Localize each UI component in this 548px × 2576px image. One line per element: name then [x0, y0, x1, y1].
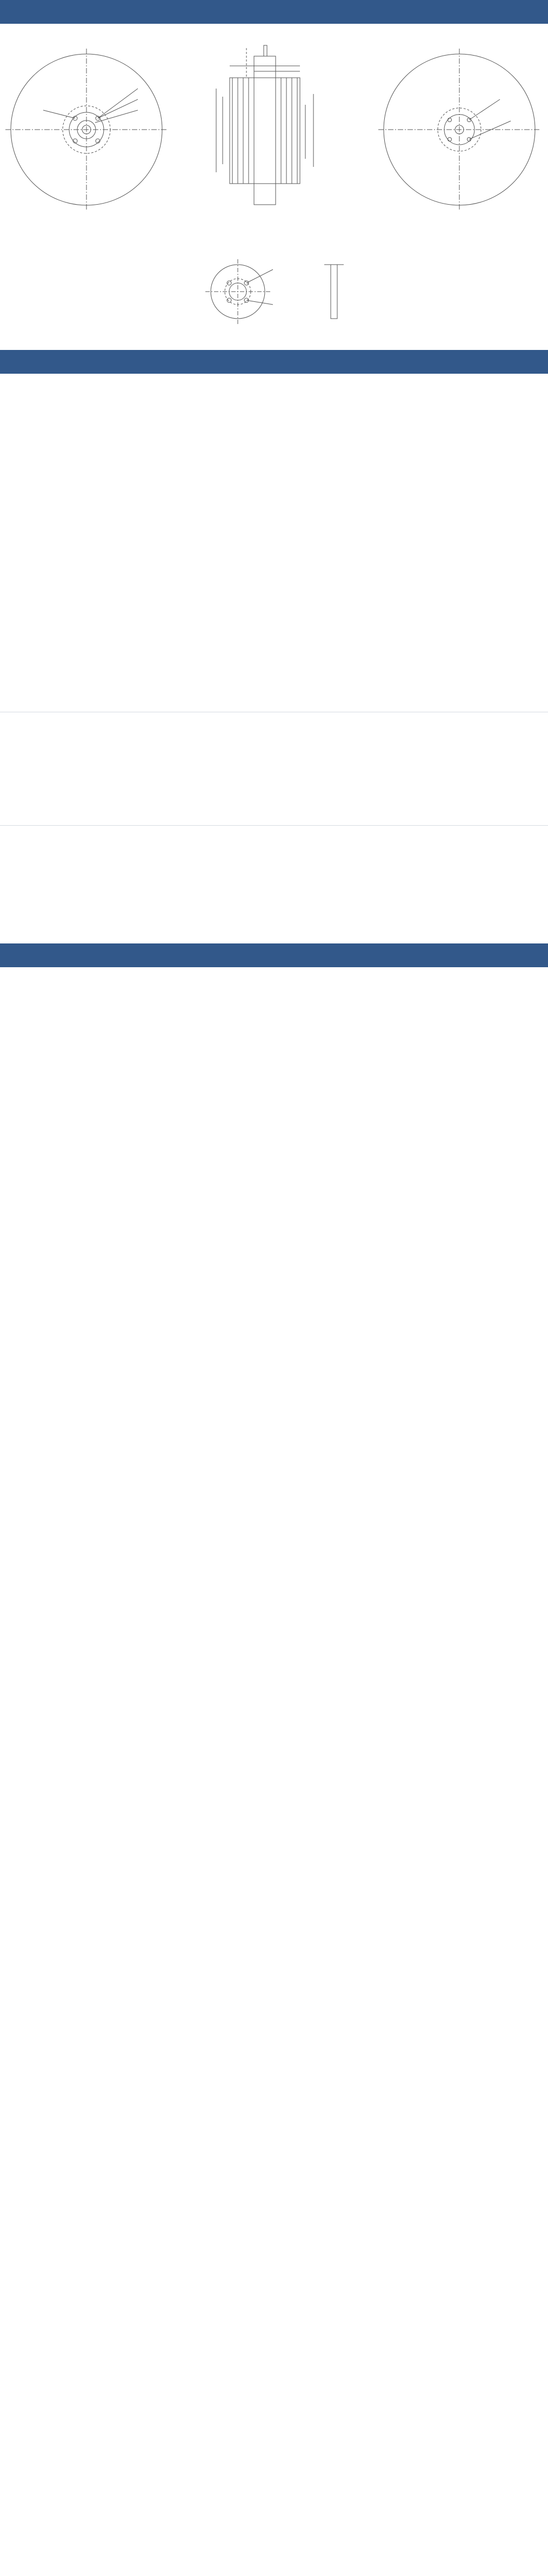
section-title-specs	[0, 350, 548, 374]
section-title-test	[0, 943, 548, 967]
kv280-params	[0, 825, 548, 940]
kv115-params	[0, 712, 548, 822]
section-title-drawing	[0, 0, 548, 24]
technical-drawing	[0, 24, 548, 340]
specifications	[0, 374, 548, 709]
product-drawing	[0, 24, 548, 340]
